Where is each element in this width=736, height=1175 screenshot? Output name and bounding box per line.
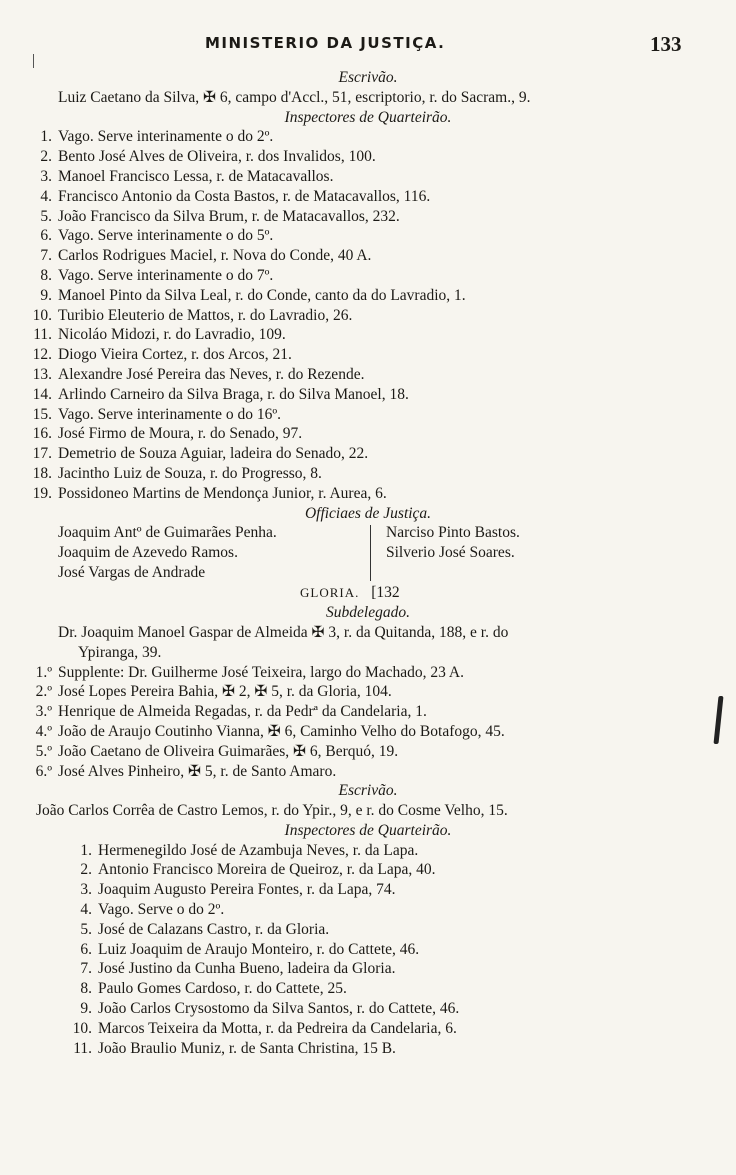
page-body (0, 68, 736, 1058)
list-item: 7. José Justino da Cunha Bueno, ladeira da Gloria. (80, 960, 396, 978)
supplentes-list (0, 663, 736, 782)
list-item: 4. Vago. Serve o do 2º. (80, 901, 225, 919)
inspectores-heading-2: Inspectores de Quarteirão. (284, 821, 452, 839)
list-item: 19. Possidoneo Martins de Mendonça Junior, r. Aurea, 6. (32, 484, 387, 502)
list-item: 18. Jacintho Luiz de Souza, r. do Progresso, 8. (32, 464, 322, 482)
list-item: José Vargas de Andrade (58, 563, 206, 581)
list-item: 11. Nicoláo Midozi, r. do Lavradio, 109. (33, 326, 286, 344)
list-item: Joaquim Antº de Guimarães Penha. (58, 524, 277, 542)
list-item: Silverio José Soares. (386, 544, 515, 562)
list-item: 17. Demetrio de Souza Aguiar, ladeira do Senado, 22. (32, 445, 369, 463)
inspectores-list-2 (0, 841, 736, 1059)
list-item: 8. Vago. Serve interinamente o do 7º. (40, 266, 274, 284)
list-item: 3. Manoel Francisco Lessa, r. de Matacavallos. (40, 167, 334, 185)
list-item: 11. João Braulio Muniz, r. de Santa Christina, 15 B. (73, 1039, 396, 1057)
officiaes-columns (0, 523, 736, 583)
list-item: 10. Marcos Teixeira da Motta, r. da Pedreira da Candelaria, 6. (72, 1019, 457, 1037)
list-item: Joaquim de Azevedo Ramos. (58, 544, 238, 562)
list-item: 3. Joaquim Augusto Pereira Fontes, r. da Lapa, 74. (80, 881, 396, 899)
list-item: 1. Hermenegildo José de Azambuja Neves, r. da Lapa. (80, 841, 419, 859)
inspectores-list (0, 127, 736, 503)
list-item: 1. Vago. Serve interinamente o do 2º. (40, 128, 274, 146)
list-item: 16. José Firmo de Moura, r. do Senado, 97. (32, 425, 303, 443)
list-item: 8. Paulo Gomes Cardoso, r. do Cattete, 25. (80, 980, 347, 998)
list-item: 10. Turibio Eleuterio de Mattos, r. do Lavradio, 26. (32, 306, 353, 324)
list-item: 12. Diogo Vieira Cortez, r. dos Arcos, 21. (32, 346, 292, 364)
list-item: 13. Alexandre José Pereira das Neves, r. do Rezende. (32, 365, 365, 383)
officiaes-left-column (58, 523, 277, 582)
escrivao-heading-2: Escrivão. (338, 782, 398, 800)
list-item: 4.º João de Araujo Coutinho Vianna, ✠ 6, Caminho Velho do Botafogo, 45. (35, 722, 505, 740)
page-number: 133 (650, 32, 682, 56)
escrivao-heading: Escrivão. (338, 69, 398, 86)
list-item: 9. João Carlos Crysostomo da Silva Santos, r. do Cattete, 46. (80, 1000, 460, 1018)
margin-tick (33, 54, 34, 68)
list-item: Narciso Pinto Bastos. (386, 524, 520, 542)
district-reference: [132 (371, 584, 400, 602)
officiaes-right-column (372, 523, 520, 563)
list-item: 15. Vago. Serve interinamente o do 16º. (32, 405, 282, 423)
inspectores-heading: Inspectores de Quarteirão. (284, 108, 452, 126)
list-item: 6. Vago. Serve interinamente o do 5º. (40, 227, 274, 245)
list-item: 2. Bento José Alves de Oliveira, r. dos Invalidos, 100. (40, 148, 376, 166)
list-item: 6.º José Alves Pinheiro, ✠ 5, r. de Santo Amaro. (35, 762, 337, 780)
list-item: 3.º Henrique de Almeida Regadas, r. da Pedrª da Candelaria, 1. (35, 703, 427, 721)
list-item: 5.º João Caetano de Oliveira Guimarães, ✠ 6, Berquó, 19. (35, 742, 399, 760)
list-item: 2.º José Lopes Pereira Bahia, ✠ 2, ✠ 5, r. da Gloria, 104. (35, 683, 392, 701)
list-item: 5. João Francisco da Silva Brum, r. de Matacavallos, 232. (40, 207, 400, 225)
subdelegado-entry-cont: Ypiranga, 39. (78, 643, 162, 661)
officiaes-heading: Officiaes de Justiça. (304, 504, 432, 522)
subdelegado-entry: Dr. Joaquim Manoel Gaspar de Almeida ✠ 3, r. da Quitanda, 188, e r. do (58, 623, 509, 641)
escrivao-entry-2: João Carlos Corrêa de Castro Lemos, r. do Ypir., 9, e r. do Cosme Velho, 15. (36, 802, 508, 820)
district-heading: GLORIA. (300, 585, 360, 601)
subdelegado-heading: Subdelegado. (326, 604, 410, 622)
list-item: 2. Antonio Francisco Moreira de Queiroz, r. da Lapa, 40. (80, 861, 436, 879)
list-item: 7. Carlos Rodrigues Maciel, r. Nova do Conde, 40 A. (40, 247, 372, 265)
list-item: 6. Luiz Joaquim de Araujo Monteiro, r. do Cattete, 46. (80, 940, 420, 958)
district-heading-row (0, 583, 736, 603)
running-title: MINISTERIO DA JUSTIÇA. (205, 34, 446, 52)
list-item: 1.º Supplente: Dr. Guilherme José Teixeira, largo do Machado, 23 A. (35, 663, 464, 681)
page-header (0, 34, 736, 58)
list-item: 5. José de Calazans Castro, r. da Gloria. (80, 920, 330, 938)
escrivao-entry: Luiz Caetano da Silva, ✠ 6, campo d'Accl., 51, escriptorio, r. do Sacram., 9. (58, 88, 531, 106)
list-item: 4. Francisco Antonio da Costa Bastos, r. de Matacavallos, 116. (40, 187, 431, 205)
list-item: 14. Arlindo Carneiro da Silva Braga, r. do Silva Manoel, 18. (32, 385, 409, 403)
list-item: 9. Manoel Pinto da Silva Leal, r. do Conde, canto da do Lavradio, 1. (40, 286, 466, 304)
column-divider (370, 525, 371, 581)
